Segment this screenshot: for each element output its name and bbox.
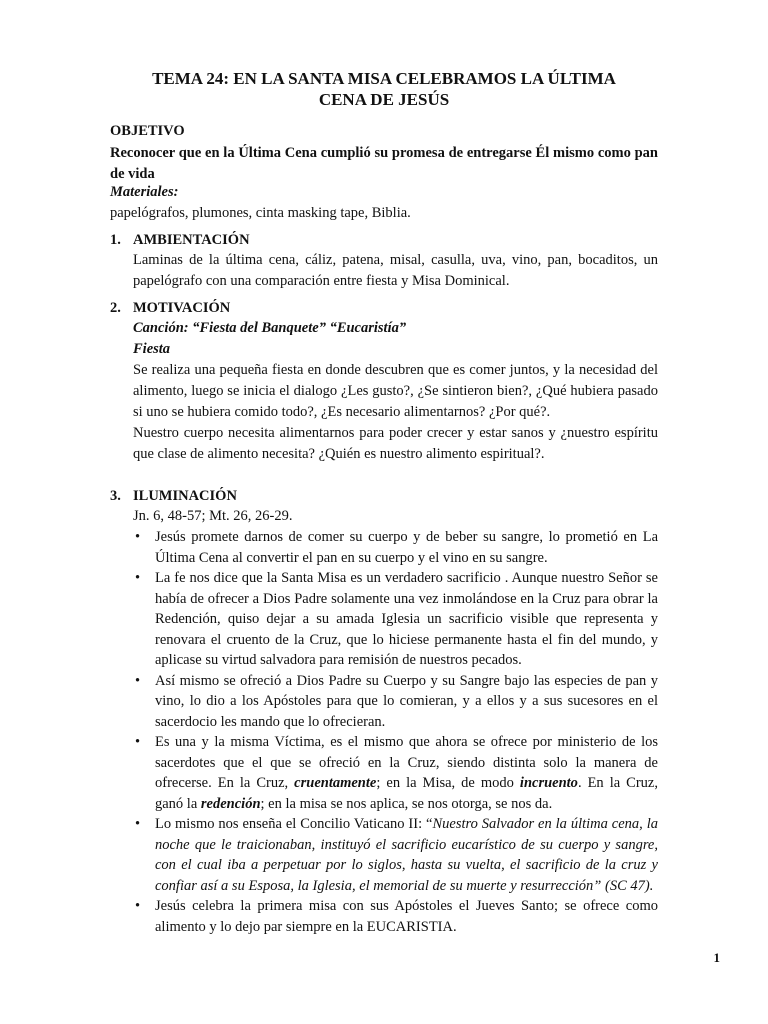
bullet-text: Jesús celebra la primera misa con sus Apóstoles el Jueves Santo; se ofrece como alimento y lo dejo par siempre en la EUCARISTIA. <box>155 898 658 935</box>
list-item <box>133 568 658 671</box>
bullet-text-part: Lo mismo nos enseña el Concilio Vaticano II: “ <box>155 816 433 832</box>
bullet-text-part: . En la Cruz, ganó la <box>155 775 658 812</box>
objetivo-text: Reconocer que en la Última Cena cumplió su promesa de entregarse Él mismo como pan de vida <box>110 145 658 182</box>
list-item <box>133 896 658 937</box>
objetivo-section <box>110 121 658 185</box>
motivacion-paragraph-1: Se realiza una pequeña fiesta en donde descubren que es comer juntos, y la necesidad del alimento, luego se inicia el dialogo ¿Les gusto?, ¿Se sintieron bien?, ¿Qué hubiera pasado si uno se hubiera comido todo?, ¿Es necesario alimentarnos? ¿Por qué?. <box>133 362 658 420</box>
bullet-text: Así mismo se ofreció a Dios Padre su Cuerpo y su Sangre bajo las especies de pan y vino, lo dio a los Apóstoles para que lo comieran, y a ellos y a sus sucesores en el sacerdocio les mando que lo ofrecieran. <box>155 672 658 730</box>
materiales-section <box>110 182 658 224</box>
motivacion-paragraph-2: Nuestro cuerpo necesita alimentarnos para poder crecer y estar sanos y ¿nuestro espíritu que clase de alimento necesita? ¿Quién es nuestro alimento espiritual?. <box>133 425 658 462</box>
motivacion-body <box>133 318 658 465</box>
bullet-text: La fe nos dice que la Santa Misa es un verdadero sacrificio . Aunque nuestro Señor se había de ofrecer a Dios Padre solamente una vez inmolándose en la Cruz para obrar la Redención, quiso dejar a su amada Iglesia un sacrificio visible que representa y renovara el cruento de la Cruz, que lo hiciese permanente hasta el fin del mundo, y aplicase su virtud salvadora para remisión de nuestros pecados. <box>155 570 658 668</box>
section-heading: ILUMINACIÓN <box>133 488 237 504</box>
list-item <box>133 671 658 733</box>
fiesta-subheading: Fiesta <box>133 341 171 357</box>
list-item <box>133 527 658 568</box>
list-item <box>133 814 658 896</box>
song-title: Canción: “Fiesta del Banquete” “Eucaristía” <box>133 320 407 336</box>
list-item <box>133 732 658 814</box>
bible-reference: Jn. 6, 48-57; Mt. 26, 26-29. <box>133 508 293 524</box>
bullet-text <box>155 734 658 812</box>
page-title <box>110 68 658 110</box>
bullet-icon: • <box>135 734 141 750</box>
title-line-1: TEMA 24: EN LA SANTA MISA CELEBRAMOS LA ÚLTIMA <box>152 69 616 88</box>
bullet-text <box>155 816 658 894</box>
bullet-icon: • <box>135 898 141 914</box>
bullet-text-part: ; en la misa se nos aplica, se nos otorga, se nos da. <box>260 795 553 812</box>
materiales-text: papelógrafos, plumones, cinta masking tape, Biblia. <box>110 205 411 221</box>
bullet-text-part: Es una y la misma Víctima, es el mismo que ahora se ofrece por ministerio de los sacerdotes que el que se ofreció en la Cruz, siendo distinta solo la manera de ofrecerse. En la Cruz, <box>155 734 658 791</box>
emphasis-cruentamente: cruentamente <box>294 775 377 791</box>
materiales-heading: Materiales: <box>110 184 179 200</box>
iluminacion-bullet-list <box>133 527 658 937</box>
section-number: 3. <box>110 488 121 504</box>
objetivo-heading: OBJETIVO <box>110 123 185 139</box>
ambientacion-text: Laminas de la última cena, cáliz, patena, misal, casulla, uva, vino, pan, bocaditos, un papelógrafo con una comparación entre fiesta y Misa Dominical. <box>133 252 658 289</box>
section-number: 2. <box>110 300 121 316</box>
bullet-text: Jesús promete darnos de comer su cuerpo y de beber su sangre, lo prometió en La Última Cena al convertir el pan en su cuerpo y el vino en su sangre. <box>155 529 658 566</box>
bullet-icon: • <box>135 570 141 586</box>
emphasis-redencion: redención <box>200 795 261 812</box>
emphasis-incruento: incruento <box>519 775 578 791</box>
bullet-text-part: ; en la Misa, de modo <box>376 775 520 791</box>
bullet-icon: • <box>135 816 141 832</box>
section-heading: MOTIVACIÓN <box>133 300 231 316</box>
bullet-icon: • <box>135 529 141 545</box>
council-quote: Nuestro Salvador en la última cena, la noche que le traicionaban, instituyó el sacrificio eucarístico de su cuerpo y sangre, con el cual iba a perpetuar por lo siglos, hasta su vuelta, el sacrificio de la cruz y confiar así a su Esposa, la Iglesia, el memorial de su muerte y resurrección” (SC 47). <box>155 816 658 894</box>
title-line-2: CENA DE JESÚS <box>318 90 450 109</box>
section-heading: AMBIENTACIÓN <box>133 232 250 248</box>
section-number: 1. <box>110 232 121 248</box>
page-number: 1 <box>713 950 720 965</box>
bullet-icon: • <box>135 672 141 689</box>
